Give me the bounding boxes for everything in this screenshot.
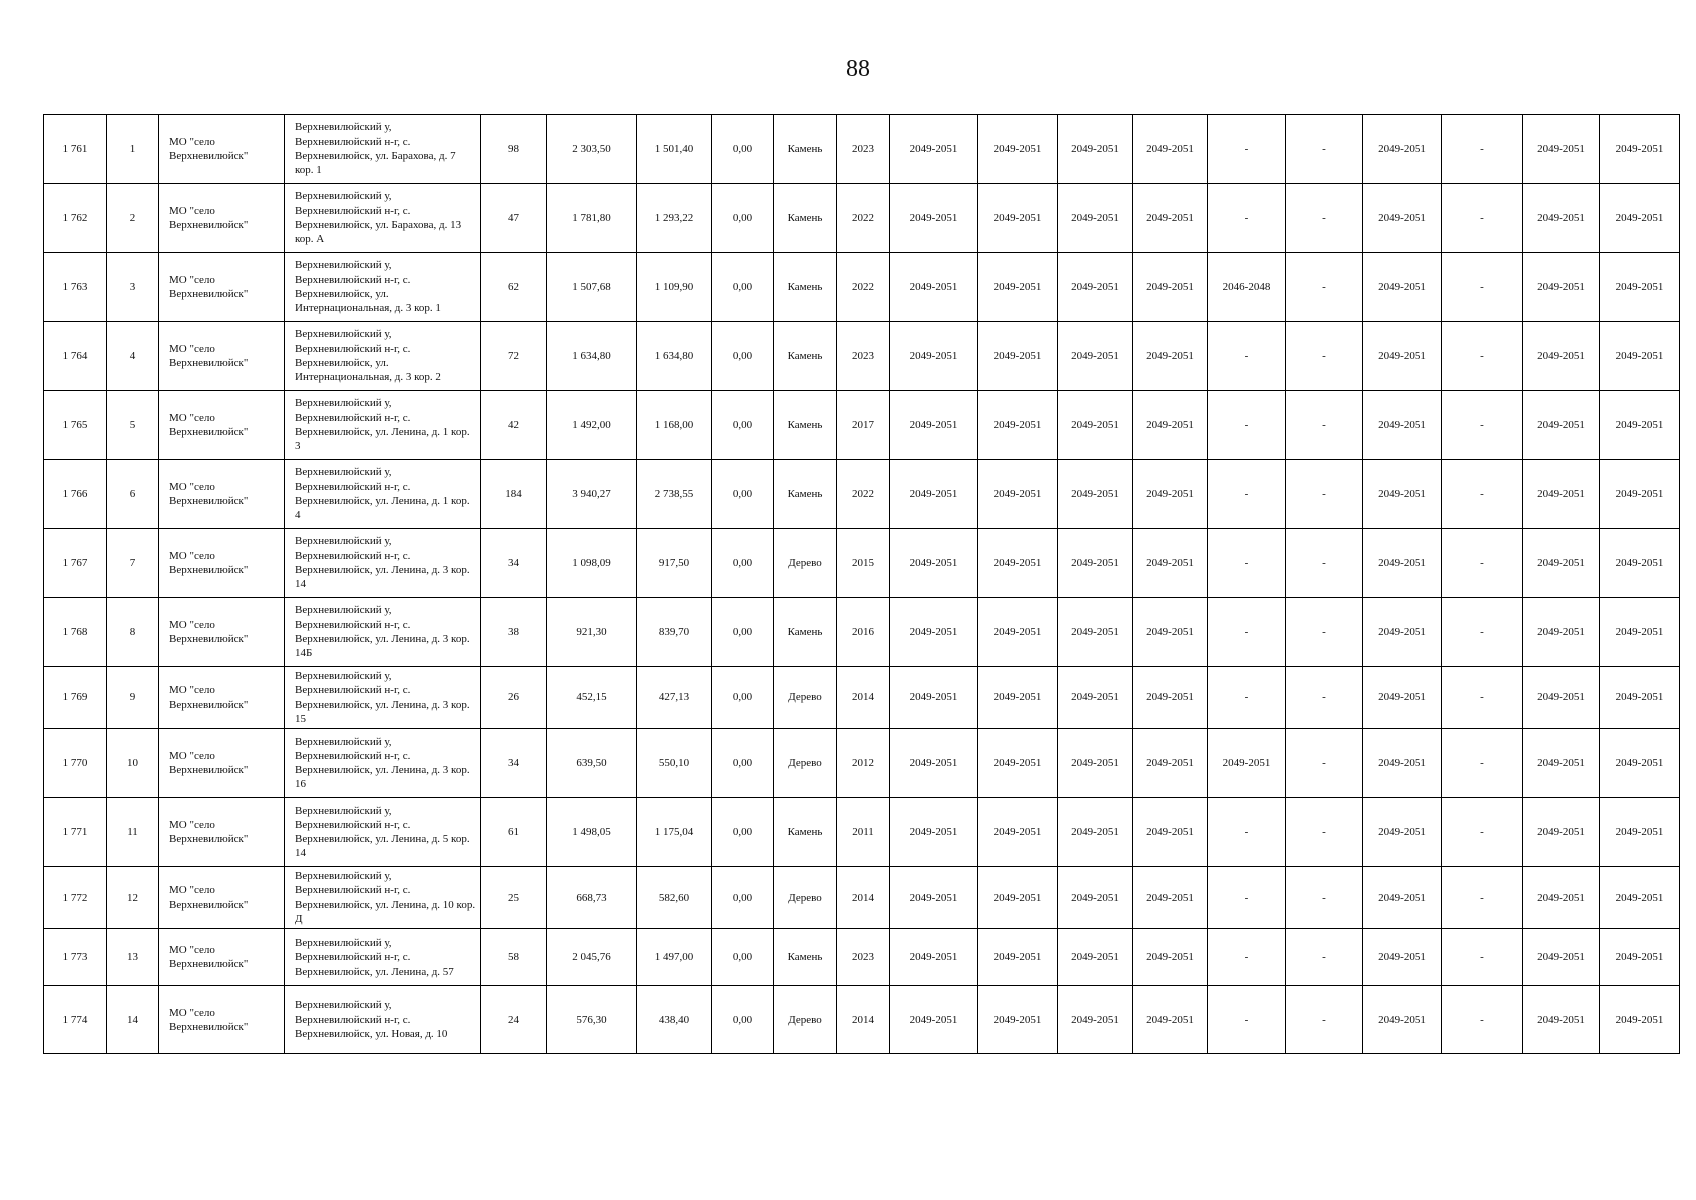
cell-period: 2049-2051	[1523, 867, 1600, 929]
cell-period: 2049-2051	[1363, 986, 1442, 1054]
cell-period: 2049-2051	[978, 598, 1058, 667]
cell-living-area: 550,10	[637, 729, 712, 798]
cell-period: 2049-2051	[1133, 798, 1208, 867]
cell-wall-material: Камень	[774, 598, 837, 667]
cell-living-area: 1 175,04	[637, 798, 712, 867]
cell-period: -	[1442, 391, 1523, 460]
cell-period: 2049-2051	[1058, 986, 1133, 1054]
cell-wall-material: Камень	[774, 322, 837, 391]
cell-period: 2049-2051	[1600, 253, 1680, 322]
cell-living-area: 917,50	[637, 529, 712, 598]
cell-address: Верхневилюйский у, Верхневилюйский н-г, с. Верхневилюйск, ул. Ленина, д. 57	[285, 929, 481, 986]
cell-nonresidential-area: 0,00	[712, 529, 774, 598]
cell-period: 2049-2051	[1058, 598, 1133, 667]
cell-period: 2049-2051	[1600, 667, 1680, 729]
cell-municipality: МО "село Верхневилюйск"	[159, 667, 285, 729]
cell-nonresidential-area: 0,00	[712, 253, 774, 322]
cell-period: -	[1208, 598, 1286, 667]
table-row	[44, 598, 1680, 667]
table-row	[44, 798, 1680, 867]
cell-period: -	[1286, 598, 1363, 667]
cell-period: 2049-2051	[1523, 986, 1600, 1054]
cell-address: Верхневилюйский у, Верхневилюйский н-г, с. Верхневилюйск, ул. Ленина, д. 1 кор. 3	[285, 391, 481, 460]
cell-period: 2049-2051	[1363, 667, 1442, 729]
cell-period: -	[1286, 798, 1363, 867]
cell-year: 2012	[837, 729, 890, 798]
cell-address: Верхневилюйский у, Верхневилюйский н-г, с. Верхневилюйск, ул. Барахова, д. 7 кор. 1	[285, 115, 481, 184]
cell-period: 2049-2051	[1363, 460, 1442, 529]
cell-total-area: 1 492,00	[547, 391, 637, 460]
cell-municipality: МО "село Верхневилюйск"	[159, 253, 285, 322]
cell-total-area: 1 098,09	[547, 529, 637, 598]
cell-year: 2014	[837, 667, 890, 729]
cell-registry-id: 1 772	[44, 867, 107, 929]
cell-nonresidential-area: 0,00	[712, 184, 774, 253]
cell-row-number: 12	[107, 867, 159, 929]
cell-period: -	[1286, 184, 1363, 253]
cell-year: 2023	[837, 115, 890, 184]
cell-period: 2049-2051	[1058, 460, 1133, 529]
cell-period: 2049-2051	[1133, 391, 1208, 460]
cell-registry-id: 1 767	[44, 529, 107, 598]
cell-row-number: 3	[107, 253, 159, 322]
cell-wall-material: Камень	[774, 253, 837, 322]
cell-registry-id: 1 761	[44, 115, 107, 184]
cell-living-area: 1 501,40	[637, 115, 712, 184]
cell-row-number: 2	[107, 184, 159, 253]
cell-period: -	[1286, 322, 1363, 391]
cell-period: 2049-2051	[1058, 322, 1133, 391]
cell-period: -	[1286, 529, 1363, 598]
cell-total-area: 3 940,27	[547, 460, 637, 529]
cell-period: 2049-2051	[1600, 115, 1680, 184]
cell-period: 2049-2051	[978, 391, 1058, 460]
cell-apartments: 42	[481, 391, 547, 460]
cell-living-area: 438,40	[637, 986, 712, 1054]
cell-address: Верхневилюйский у, Верхневилюйский н-г, с. Верхневилюйск, ул. Ленина, д. 3 кор. 14Б	[285, 598, 481, 667]
cell-period: 2049-2051	[978, 529, 1058, 598]
cell-period: 2049-2051	[1363, 115, 1442, 184]
table-row	[44, 986, 1680, 1054]
cell-period: 2049-2051	[1600, 529, 1680, 598]
cell-row-number: 5	[107, 391, 159, 460]
table-row	[44, 115, 1680, 184]
cell-year: 2022	[837, 184, 890, 253]
cell-period: 2049-2051	[978, 460, 1058, 529]
cell-municipality: МО "село Верхневилюйск"	[159, 598, 285, 667]
table-row	[44, 529, 1680, 598]
cell-address: Верхневилюйский у, Верхневилюйский н-г, с. Верхневилюйск, ул. Ленина, д. 1 кор. 4	[285, 460, 481, 529]
cell-apartments: 62	[481, 253, 547, 322]
cell-period: 2049-2051	[1133, 322, 1208, 391]
cell-year: 2014	[837, 867, 890, 929]
cell-period: 2049-2051	[1600, 867, 1680, 929]
cell-period: -	[1286, 391, 1363, 460]
cell-nonresidential-area: 0,00	[712, 867, 774, 929]
cell-period: 2049-2051	[890, 115, 978, 184]
cell-period: 2049-2051	[1363, 867, 1442, 929]
cell-period: -	[1286, 667, 1363, 729]
cell-period: 2049-2051	[1133, 729, 1208, 798]
cell-registry-id: 1 770	[44, 729, 107, 798]
cell-municipality: МО "село Верхневилюйск"	[159, 460, 285, 529]
cell-apartments: 47	[481, 184, 547, 253]
table-row	[44, 391, 1680, 460]
cell-period: 2049-2051	[1133, 184, 1208, 253]
cell-apartments: 38	[481, 598, 547, 667]
cell-period: -	[1442, 986, 1523, 1054]
cell-period: 2049-2051	[1523, 929, 1600, 986]
cell-period: 2049-2051	[1058, 391, 1133, 460]
cell-wall-material: Камень	[774, 798, 837, 867]
cell-total-area: 452,15	[547, 667, 637, 729]
cell-period: 2049-2051	[1600, 929, 1680, 986]
cell-wall-material: Камень	[774, 184, 837, 253]
cell-year: 2016	[837, 598, 890, 667]
cell-period: 2049-2051	[890, 729, 978, 798]
cell-total-area: 2 045,76	[547, 929, 637, 986]
cell-wall-material: Дерево	[774, 986, 837, 1054]
cell-period: -	[1208, 798, 1286, 867]
cell-period: 2049-2051	[1523, 667, 1600, 729]
cell-period: 2049-2051	[1523, 115, 1600, 184]
cell-wall-material: Камень	[774, 391, 837, 460]
cell-nonresidential-area: 0,00	[712, 460, 774, 529]
cell-period: 2049-2051	[1058, 798, 1133, 867]
cell-period: 2049-2051	[1363, 598, 1442, 667]
cell-period: 2049-2051	[1600, 391, 1680, 460]
cell-period: -	[1208, 929, 1286, 986]
cell-nonresidential-area: 0,00	[712, 115, 774, 184]
cell-registry-id: 1 762	[44, 184, 107, 253]
cell-period: -	[1286, 115, 1363, 184]
cell-year: 2015	[837, 529, 890, 598]
cell-nonresidential-area: 0,00	[712, 598, 774, 667]
cell-period: -	[1286, 986, 1363, 1054]
table-row	[44, 867, 1680, 929]
cell-wall-material: Камень	[774, 929, 837, 986]
cell-period: 2049-2051	[890, 598, 978, 667]
cell-wall-material: Дерево	[774, 867, 837, 929]
cell-address: Верхневилюйский у, Верхневилюйский н-г, с. Верхневилюйск, ул. Интернациональная, д. 3 кор. 1	[285, 253, 481, 322]
cell-period: 2049-2051	[890, 253, 978, 322]
cell-apartments: 34	[481, 529, 547, 598]
cell-living-area: 427,13	[637, 667, 712, 729]
cell-period: 2049-2051	[1058, 929, 1133, 986]
cell-period: 2049-2051	[1363, 729, 1442, 798]
cell-period: 2049-2051	[1133, 867, 1208, 929]
cell-registry-id: 1 771	[44, 798, 107, 867]
cell-period: 2049-2051	[1133, 598, 1208, 667]
cell-period: 2049-2051	[1133, 667, 1208, 729]
cell-wall-material: Дерево	[774, 667, 837, 729]
cell-period: -	[1286, 253, 1363, 322]
cell-period: 2049-2051	[978, 184, 1058, 253]
cell-row-number: 10	[107, 729, 159, 798]
cell-apartments: 34	[481, 729, 547, 798]
cell-period: -	[1208, 184, 1286, 253]
cell-apartments: 184	[481, 460, 547, 529]
cell-registry-id: 1 774	[44, 986, 107, 1054]
cell-period: 2049-2051	[1058, 867, 1133, 929]
cell-period: -	[1442, 184, 1523, 253]
cell-living-area: 1 109,90	[637, 253, 712, 322]
cell-period: 2049-2051	[1363, 253, 1442, 322]
cell-apartments: 58	[481, 929, 547, 986]
cell-period: -	[1442, 322, 1523, 391]
cell-period: 2049-2051	[978, 729, 1058, 798]
cell-living-area: 1 168,00	[637, 391, 712, 460]
cell-period: -	[1442, 729, 1523, 798]
cell-period: -	[1442, 115, 1523, 184]
cell-period: 2049-2051	[1523, 798, 1600, 867]
cell-municipality: МО "село Верхневилюйск"	[159, 729, 285, 798]
cell-period: -	[1208, 667, 1286, 729]
cell-living-area: 839,70	[637, 598, 712, 667]
cell-period: 2049-2051	[890, 184, 978, 253]
cell-apartments: 61	[481, 798, 547, 867]
cell-period: 2049-2051	[978, 867, 1058, 929]
cell-registry-id: 1 768	[44, 598, 107, 667]
cell-period: 2049-2051	[890, 929, 978, 986]
cell-total-area: 639,50	[547, 729, 637, 798]
cell-period: 2049-2051	[1363, 391, 1442, 460]
cell-year: 2017	[837, 391, 890, 460]
cell-period: -	[1208, 115, 1286, 184]
cell-period: 2046-2048	[1208, 253, 1286, 322]
cell-period: 2049-2051	[890, 867, 978, 929]
cell-period: -	[1442, 253, 1523, 322]
cell-registry-id: 1 765	[44, 391, 107, 460]
cell-municipality: МО "село Верхневилюйск"	[159, 798, 285, 867]
cell-row-number: 14	[107, 986, 159, 1054]
cell-period: 2049-2051	[978, 115, 1058, 184]
cell-total-area: 576,30	[547, 986, 637, 1054]
cell-period: 2049-2051	[1133, 115, 1208, 184]
cell-period: 2049-2051	[1523, 322, 1600, 391]
cell-period: 2049-2051	[1523, 729, 1600, 798]
cell-living-area: 2 738,55	[637, 460, 712, 529]
cell-row-number: 9	[107, 667, 159, 729]
cell-row-number: 13	[107, 929, 159, 986]
cell-apartments: 25	[481, 867, 547, 929]
cell-period: 2049-2051	[890, 667, 978, 729]
table-row	[44, 184, 1680, 253]
cell-period: 2049-2051	[1523, 460, 1600, 529]
cell-period: 2049-2051	[890, 460, 978, 529]
table-body	[44, 115, 1680, 1054]
cell-period: 2049-2051	[1363, 798, 1442, 867]
cell-period: 2049-2051	[1058, 729, 1133, 798]
cell-living-area: 1 293,22	[637, 184, 712, 253]
cell-total-area: 1 507,68	[547, 253, 637, 322]
cell-period: -	[1208, 867, 1286, 929]
cell-registry-id: 1 764	[44, 322, 107, 391]
cell-period: 2049-2051	[1058, 184, 1133, 253]
cell-period: 2049-2051	[978, 322, 1058, 391]
table-row	[44, 322, 1680, 391]
cell-period: -	[1442, 929, 1523, 986]
cell-nonresidential-area: 0,00	[712, 798, 774, 867]
cell-period: 2049-2051	[1600, 322, 1680, 391]
cell-address: Верхневилюйский у, Верхневилюйский н-г, с. Верхневилюйск, ул. Ленина, д. 3 кор. 14	[285, 529, 481, 598]
cell-living-area: 582,60	[637, 867, 712, 929]
cell-period: 2049-2051	[1208, 729, 1286, 798]
cell-period: 2049-2051	[1133, 529, 1208, 598]
cell-period: -	[1442, 460, 1523, 529]
cell-period: 2049-2051	[890, 529, 978, 598]
cell-year: 2023	[837, 322, 890, 391]
cell-period: 2049-2051	[890, 391, 978, 460]
cell-registry-id: 1 763	[44, 253, 107, 322]
table-row	[44, 729, 1680, 798]
cell-period: 2049-2051	[1523, 391, 1600, 460]
cell-period: 2049-2051	[1523, 253, 1600, 322]
cell-address: Верхневилюйский у, Верхневилюйский н-г, с. Верхневилюйск, ул. Интернациональная, д. 3 кор. 2	[285, 322, 481, 391]
cell-period: 2049-2051	[1523, 598, 1600, 667]
cell-period: 2049-2051	[1600, 798, 1680, 867]
cell-municipality: МО "село Верхневилюйск"	[159, 929, 285, 986]
table-row	[44, 253, 1680, 322]
cell-municipality: МО "село Верхневилюйск"	[159, 986, 285, 1054]
cell-period: 2049-2051	[1363, 184, 1442, 253]
cell-period: 2049-2051	[1600, 729, 1680, 798]
cell-address: Верхневилюйский у, Верхневилюйский н-г, с. Верхневилюйск, ул. Барахова, д. 13 кор. А	[285, 184, 481, 253]
cell-period: -	[1208, 986, 1286, 1054]
cell-period: 2049-2051	[1133, 929, 1208, 986]
cell-period: 2049-2051	[1523, 529, 1600, 598]
cell-period: 2049-2051	[1600, 460, 1680, 529]
cell-registry-id: 1 769	[44, 667, 107, 729]
cell-registry-id: 1 766	[44, 460, 107, 529]
cell-row-number: 6	[107, 460, 159, 529]
cell-apartments: 98	[481, 115, 547, 184]
cell-period: -	[1208, 529, 1286, 598]
cell-wall-material: Камень	[774, 115, 837, 184]
cell-total-area: 1 498,05	[547, 798, 637, 867]
cell-period: 2049-2051	[890, 322, 978, 391]
cell-period: -	[1286, 867, 1363, 929]
cell-period: 2049-2051	[1363, 529, 1442, 598]
page-number: 88	[846, 56, 870, 82]
cell-municipality: МО "село Верхневилюйск"	[159, 184, 285, 253]
cell-period: 2049-2051	[1523, 184, 1600, 253]
cell-period: 2049-2051	[1133, 460, 1208, 529]
cell-address: Верхневилюйский у, Верхневилюйский н-г, с. Верхневилюйск, ул. Ленина, д. 5 кор. 14	[285, 798, 481, 867]
cell-period: 2049-2051	[1363, 929, 1442, 986]
cell-nonresidential-area: 0,00	[712, 986, 774, 1054]
cell-address: Верхневилюйский у, Верхневилюйский н-г, с. Верхневилюйск, ул. Новая, д. 10	[285, 986, 481, 1054]
housing-registry-table	[43, 114, 1680, 1054]
cell-municipality: МО "село Верхневилюйск"	[159, 322, 285, 391]
table-row	[44, 929, 1680, 986]
cell-period: -	[1442, 867, 1523, 929]
cell-nonresidential-area: 0,00	[712, 667, 774, 729]
cell-period: 2049-2051	[890, 986, 978, 1054]
cell-municipality: МО "село Верхневилюйск"	[159, 867, 285, 929]
cell-municipality: МО "село Верхневилюйск"	[159, 391, 285, 460]
cell-row-number: 1	[107, 115, 159, 184]
cell-living-area: 1 634,80	[637, 322, 712, 391]
cell-period: 2049-2051	[1600, 598, 1680, 667]
cell-period: -	[1208, 391, 1286, 460]
cell-address: Верхневилюйский у, Верхневилюйский н-г, с. Верхневилюйск, ул. Ленина, д. 10 кор. Д	[285, 867, 481, 929]
cell-period: 2049-2051	[1600, 986, 1680, 1054]
cell-period: -	[1208, 322, 1286, 391]
cell-year: 2011	[837, 798, 890, 867]
cell-living-area: 1 497,00	[637, 929, 712, 986]
cell-period: -	[1286, 460, 1363, 529]
cell-registry-id: 1 773	[44, 929, 107, 986]
cell-wall-material: Камень	[774, 460, 837, 529]
cell-nonresidential-area: 0,00	[712, 391, 774, 460]
cell-municipality: МО "село Верхневилюйск"	[159, 529, 285, 598]
cell-row-number: 11	[107, 798, 159, 867]
cell-wall-material: Дерево	[774, 729, 837, 798]
cell-address: Верхневилюйский у, Верхневилюйский н-г, с. Верхневилюйск, ул. Ленина, д. 3 кор. 16	[285, 729, 481, 798]
cell-period: -	[1442, 529, 1523, 598]
cell-address: Верхневилюйский у, Верхневилюйский н-г, с. Верхневилюйск, ул. Ленина, д. 3 кор. 15	[285, 667, 481, 729]
cell-total-area: 1 781,80	[547, 184, 637, 253]
cell-period: 2049-2051	[1058, 253, 1133, 322]
cell-period: -	[1442, 798, 1523, 867]
cell-apartments: 72	[481, 322, 547, 391]
cell-total-area: 921,30	[547, 598, 637, 667]
cell-period: 2049-2051	[1133, 986, 1208, 1054]
cell-period: 2049-2051	[1600, 184, 1680, 253]
cell-municipality: МО "село Верхневилюйск"	[159, 115, 285, 184]
cell-period: 2049-2051	[1363, 322, 1442, 391]
cell-total-area: 668,73	[547, 867, 637, 929]
cell-period: 2049-2051	[1058, 667, 1133, 729]
cell-year: 2022	[837, 460, 890, 529]
cell-wall-material: Дерево	[774, 529, 837, 598]
cell-total-area: 1 634,80	[547, 322, 637, 391]
cell-nonresidential-area: 0,00	[712, 322, 774, 391]
cell-period: 2049-2051	[1133, 253, 1208, 322]
cell-period: 2049-2051	[978, 986, 1058, 1054]
cell-period: -	[1208, 460, 1286, 529]
cell-row-number: 7	[107, 529, 159, 598]
cell-year: 2014	[837, 986, 890, 1054]
cell-period: -	[1286, 929, 1363, 986]
cell-period: 2049-2051	[978, 929, 1058, 986]
cell-nonresidential-area: 0,00	[712, 729, 774, 798]
cell-period: -	[1442, 598, 1523, 667]
cell-total-area: 2 303,50	[547, 115, 637, 184]
cell-period: 2049-2051	[1058, 529, 1133, 598]
cell-period: 2049-2051	[978, 798, 1058, 867]
cell-apartments: 24	[481, 986, 547, 1054]
cell-period: 2049-2051	[978, 253, 1058, 322]
cell-apartments: 26	[481, 667, 547, 729]
cell-year: 2022	[837, 253, 890, 322]
cell-period: 2049-2051	[1058, 115, 1133, 184]
cell-period: -	[1442, 667, 1523, 729]
cell-nonresidential-area: 0,00	[712, 929, 774, 986]
cell-period: -	[1286, 729, 1363, 798]
cell-row-number: 4	[107, 322, 159, 391]
cell-year: 2023	[837, 929, 890, 986]
table-row	[44, 460, 1680, 529]
cell-row-number: 8	[107, 598, 159, 667]
cell-period: 2049-2051	[978, 667, 1058, 729]
cell-period: 2049-2051	[890, 798, 978, 867]
table-row	[44, 667, 1680, 729]
